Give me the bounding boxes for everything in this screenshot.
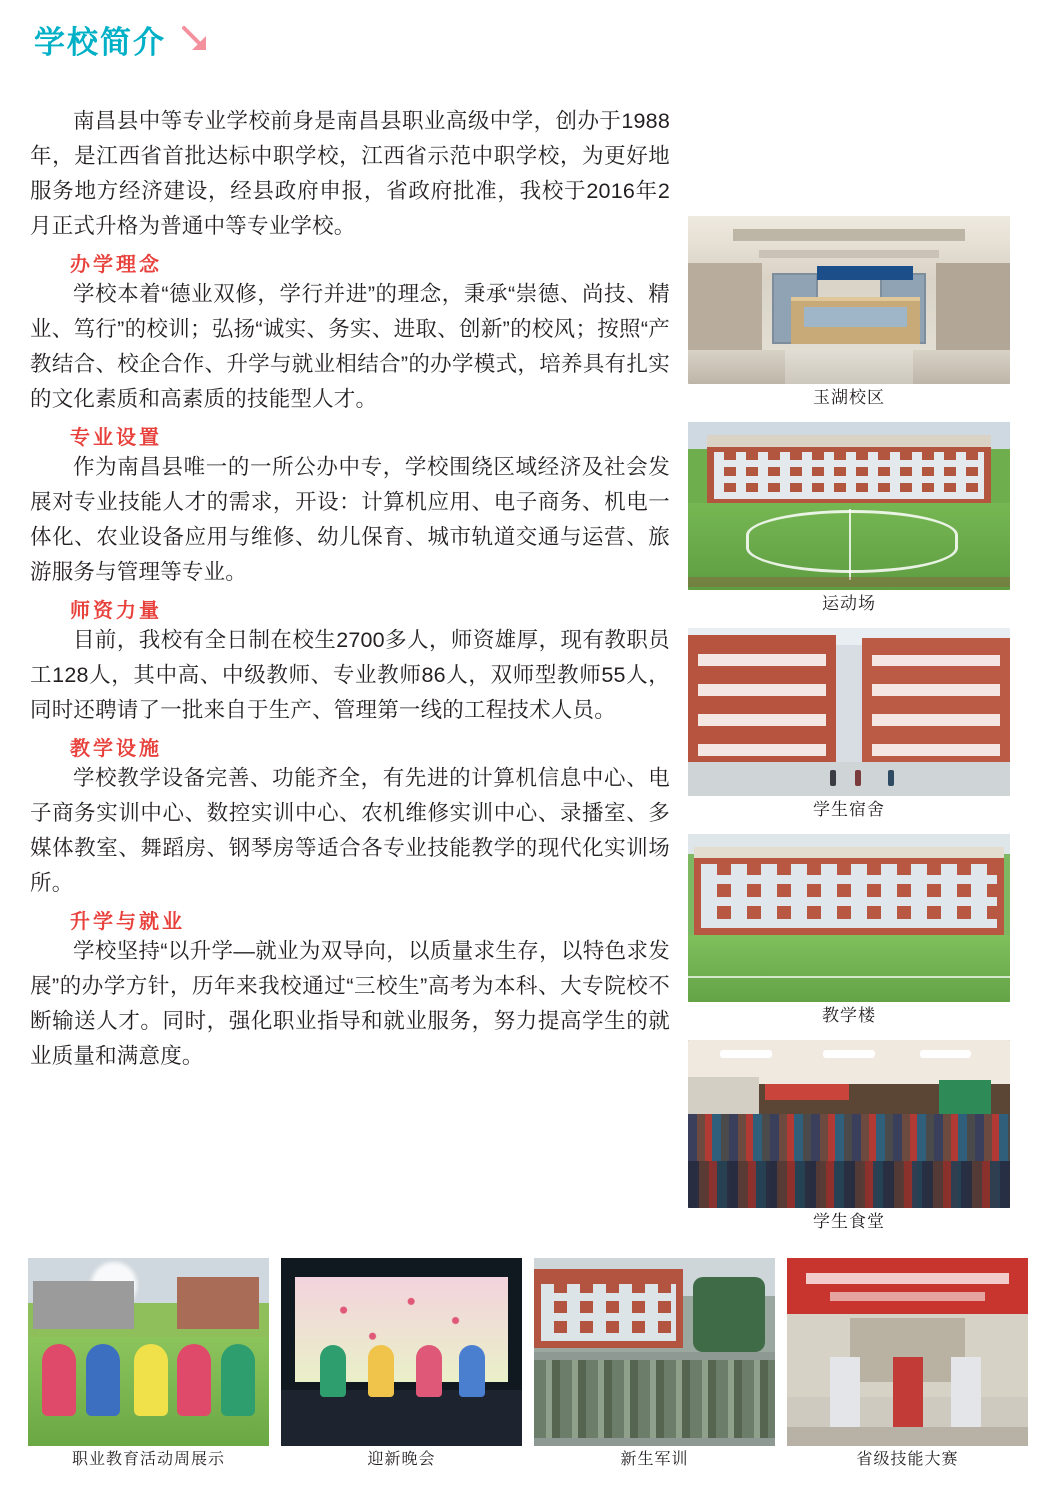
paragraph-intro: 南昌县中等专业学校前身是南昌县职业高级中学，创办于1988年，是江西省首批达标中职学校，江西省示范中职学校，为更好地服务地方经济建设，经县政府申报，省政府批准，我校于2016年2月正式升格为普通中等专业学校。 [30, 109, 670, 238]
photo-caption: 学生宿舍 [813, 800, 885, 820]
photo-provincial-skill-contest [787, 1258, 1028, 1446]
photo-item-welcome-gala [281, 1258, 522, 1472]
section-heading-faculty: 师资力量 [70, 598, 162, 622]
photo-dormitory [688, 628, 1010, 796]
paragraph-facilities: 学校教学设备完善、功能齐全，有先进的计算机信息中心、电子商务实训中心、数控实训中心、农机维修实训中心、录播室、多媒体教室、舞蹈房、钢琴房等适合各专业技能教学的现代化实训场所。 [30, 766, 670, 895]
photo-teaching-building [688, 834, 1010, 1002]
photo-caption: 职业教育活动周展示 [71, 1449, 225, 1468]
photo-caption: 教学楼 [822, 1006, 876, 1026]
photo-item-campus-lobby [688, 216, 1010, 412]
photo-item-canteen [688, 1040, 1010, 1236]
photo-canteen [688, 1040, 1010, 1208]
bottom-photo-strip [28, 1258, 1016, 1472]
paragraph-majors: 作为南昌县唯一的一所公办中专，学校围绕区域经济及社会发展对专业技能人才的需求，开设：计算机应用、电子商务、机电一体化、农业设备应用与维修、幼儿保育、城市轨道交通与运营、旅游服务与管理等专业。 [30, 455, 670, 584]
paragraph-faculty: 目前，我校有全日制在校生2700多人，师资雄厚，现有教职员工128人，其中高、中级教师、专业教师86人，双师型教师55人，同时还聘请了一批来自于生产、管理第一线的工程技术人员。 [30, 628, 670, 722]
photo-caption: 省级技能大赛 [856, 1449, 959, 1468]
photo-item-military-training [534, 1258, 775, 1472]
photo-item-provincial-skill-contest [787, 1258, 1028, 1472]
section-heading-facilities: 教学设施 [70, 736, 162, 760]
page-header [34, 24, 214, 59]
down-right-arrow-icon [180, 24, 214, 58]
paragraph-employment: 学校坚持“以升学—就业为双导向，以质量求生存，以特色求发展”的办学方针，历年来我校通过“三校生”高考为本科、大专院校不断输送人才。同时，强化职业指导和就业服务，努力提高学生的就业质量和满意度。 [30, 939, 670, 1068]
photo-item-vocational-week [28, 1258, 269, 1472]
paragraph-philosophy: 学校本着“德业双修，学行并进”的理念，秉承“崇德、尚技、精业、笃行”的校训；弘扬“诚实、务实、进取、创新”的校风；按照“产教结合、校企合作、升学与就业相结合”的办学模式，培养具有扎实的文化素质和高素质的技能型人才。 [30, 282, 670, 411]
photo-campus-lobby [688, 216, 1010, 384]
photo-caption: 迎新晚会 [367, 1449, 436, 1468]
photo-item-sports-field [688, 422, 1010, 618]
photo-vocational-week [28, 1258, 269, 1446]
photo-item-teaching-building [688, 834, 1010, 1030]
section-heading-majors: 专业设置 [70, 425, 162, 449]
photo-rail [688, 216, 1010, 1246]
photo-caption: 学生食堂 [813, 1212, 885, 1232]
section-heading-philosophy: 办学理念 [70, 252, 162, 276]
photo-military-training [534, 1258, 775, 1446]
article-body [30, 104, 670, 1076]
photo-caption: 运动场 [822, 594, 876, 614]
photo-item-dormitory [688, 628, 1010, 824]
photo-sports-field [688, 422, 1010, 590]
photo-caption: 新生军训 [620, 1449, 689, 1468]
page-title: 学校简介 [34, 25, 166, 61]
photo-caption: 玉湖校区 [813, 388, 885, 408]
section-heading-employment: 升学与就业 [70, 909, 185, 933]
photo-welcome-gala [281, 1258, 522, 1446]
